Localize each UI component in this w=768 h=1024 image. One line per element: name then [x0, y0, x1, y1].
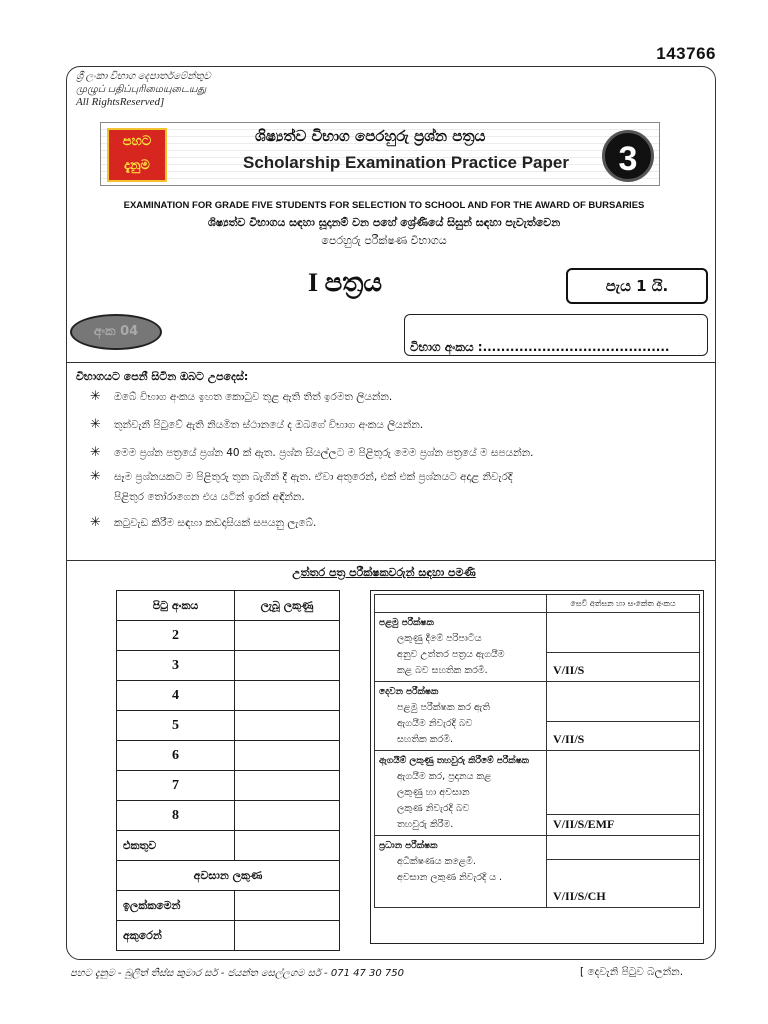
copyright-line-1: ශ්‍රී ලංකා විභාග දෙපාර්තමේන්තුව	[76, 71, 211, 82]
instruction-continuation: පිළිතුර තෝරාගෙන එය යටින් ඉරක් අඳින්න.	[114, 491, 305, 503]
banner-title-english: Scholarship Examination Practice Paper	[243, 153, 569, 172]
exam-title-sinhala-1: ශිෂ්‍යත්ව විභාගය සඳහා සූදානම් වන පහේ ශ්‍රේණියේ සිසුන් සඳහා පැවැත්වෙන	[207, 216, 561, 229]
table-row	[117, 891, 340, 921]
asterisk-icon: ✳	[90, 469, 101, 484]
asterisk-icon: ✳	[90, 417, 101, 432]
title-banner	[100, 122, 660, 186]
in-words-cell[interactable]	[235, 921, 340, 951]
table-row: 8	[117, 801, 340, 831]
copyright-notice	[76, 70, 211, 109]
table-row	[375, 751, 700, 815]
divider	[66, 362, 716, 363]
paper-number-badge: 3	[602, 130, 654, 182]
table-row: 7	[117, 771, 340, 801]
duration-box: පැය 1 යි.	[566, 268, 708, 304]
total-cell[interactable]	[235, 831, 340, 861]
marks-table	[116, 590, 340, 951]
marks-cell[interactable]	[235, 801, 340, 831]
table-row	[117, 861, 340, 891]
marks-cell[interactable]	[235, 651, 340, 681]
table-row	[375, 613, 700, 653]
final-mark-label: අවසාන ලකුණ	[117, 861, 340, 891]
table-row: 3	[117, 651, 340, 681]
table-row	[375, 682, 700, 722]
signature-cell[interactable]	[547, 613, 700, 653]
instruction-item: ✳ මෙම ප්‍රශ්න පත්‍රයේ ප්‍රශ්න 40 ක් ඇත. ප්‍රශ්න සියල්ලට ම පිළිතුරු මෙම ප්‍රශ්න පත්‍රයේ ම සපයන්න.	[90, 445, 534, 460]
in-words-label: අකුරෙන්	[117, 921, 235, 951]
copyright-line-2: முழுப் பதிப்புரிமையுடையது	[76, 84, 207, 95]
chief-examiner-desc: ප්‍රධාන පරීක්ෂක අධීක්ෂණය කළෙමි. අවසාන ලකුණ නිවැරදි ය .	[375, 836, 547, 908]
signature-cell[interactable]	[547, 751, 700, 815]
examiners-section-title: උත්තර පත්‍ර පරීක්ෂකවරුන් සඳහා පමණි	[292, 566, 476, 579]
asterisk-icon: ✳	[90, 389, 101, 404]
code-cell: V/II/S	[547, 722, 700, 751]
marks-cell[interactable]	[235, 741, 340, 771]
banner-title-sinhala: ශිෂ්‍යත්ව විභාග පෙරහුරු ප්‍රශ්න පත්‍රය	[255, 127, 486, 145]
table-row: 5	[117, 711, 340, 741]
first-examiner-desc: පළමු පරීක්ෂක ලකුණු දීමේ පරිපාටිය අනුව උත්තර පත්‍රය ඇගයීම කළ බව සහතික කරමි.	[375, 613, 547, 682]
signature-cell[interactable]	[547, 836, 700, 860]
in-numbers-cell[interactable]	[235, 891, 340, 921]
index-badge: අංක 04	[70, 314, 162, 350]
asterisk-icon: ✳	[90, 445, 101, 460]
marks-cell[interactable]	[235, 771, 340, 801]
divider	[66, 560, 716, 561]
code-cell: V/II/S	[547, 653, 700, 682]
mark-confirm-examiner-desc: ඇගයීම් ලකුණු තහවුරු කිරීමේ පරීක්ෂක ඇගයීම කර, ප්‍රදානය කළ ලකුණු හා අවසාන ලකුණ නිවැරදි බව තහවුරු කිරීම.	[375, 751, 547, 836]
total-label: එකතුව	[117, 831, 235, 861]
instruction-item: ✳ ඔබේ විභාග අංකය ඉහත කොටුව තුළ ඇති තිත් ඉරමත ලියන්න.	[90, 389, 393, 404]
footer-credits: පහට දැනුම - බුලිත් තිස්ස කුමාර සර් - ජයන්ත සෙල්ලගම සර් - 071 47 30 750	[70, 968, 405, 979]
copyright-line-3: All RightsReserved]	[76, 96, 165, 108]
signature-cell[interactable]	[547, 682, 700, 722]
instruction-item: ✳ තුන්වැනි පිටුවේ ඇති නියමිත ස්ථානයේ ද ඔබගේ විභාග අංකය ලියන්න.	[90, 417, 424, 432]
paper-title: I පත්‍රය	[308, 268, 383, 297]
table-row	[375, 836, 700, 860]
index-number-label: විභාග අංකය :.........................................	[410, 340, 670, 354]
paper-code: 143766	[656, 44, 716, 63]
instruction-item: ✳ සෑම ප්‍රශ්නයකට ම පිළිතුරු තුන බැගින් දී ඇත. ඒවා අතුරෙන්, එක් එක් ප්‍රශ්නයට අදාළ නිවැරදි පිළිතුර තෝරාගෙන එය යටින් ඉරක් අඳින්න.	[90, 469, 513, 503]
second-examiner-desc: දෙවන පරීක්ෂක පළමු පරීක්ෂක කර ඇති ඇගයීම නිවැරදි බව සහතික කරමි.	[375, 682, 547, 751]
instruction-item: ✳ කටුවැඩ කිරීම සඳහා කඩදාසියක් සපයනු ලැබේ.	[90, 515, 317, 530]
col-header-page: පිටු අංකය	[117, 591, 235, 621]
col-header-marks: ලැබූ ලකුණු	[235, 591, 340, 621]
table-row	[117, 921, 340, 951]
instructions-heading: විභාගයට පෙනී සිටින ඔබට උපදෙස්:	[76, 370, 249, 383]
marks-cell[interactable]	[235, 621, 340, 651]
table-row: 6	[117, 741, 340, 771]
table-row	[117, 831, 340, 861]
verification-table	[374, 594, 700, 908]
footer-turn-page: [ දෙවැනි පිටුව බලන්න.	[580, 966, 684, 978]
marks-cell[interactable]	[235, 711, 340, 741]
marks-cell[interactable]	[235, 681, 340, 711]
code-cell: V/II/S/EMF	[547, 815, 700, 836]
asterisk-icon: ✳	[90, 515, 101, 530]
exam-title-english: EXAMINATION FOR GRADE FIVE STUDENTS FOR SELECTION TO SCHOOL AND FOR THE AWARD OF BURSARIES	[123, 200, 645, 211]
in-numbers-label: ඉලක්කමෙන්	[117, 891, 235, 921]
publisher-logo: පහට දැනුම	[107, 128, 167, 182]
table-row: 4	[117, 681, 340, 711]
exam-title-sinhala-2: පෙරහුරු පරීක්ෂණ විභාගය	[321, 234, 447, 247]
signature-header: සෙවි අත්සන හා සංකේත අංකය	[547, 595, 700, 613]
code-cell: V/II/S/CH	[547, 860, 700, 908]
table-row: 2	[117, 621, 340, 651]
